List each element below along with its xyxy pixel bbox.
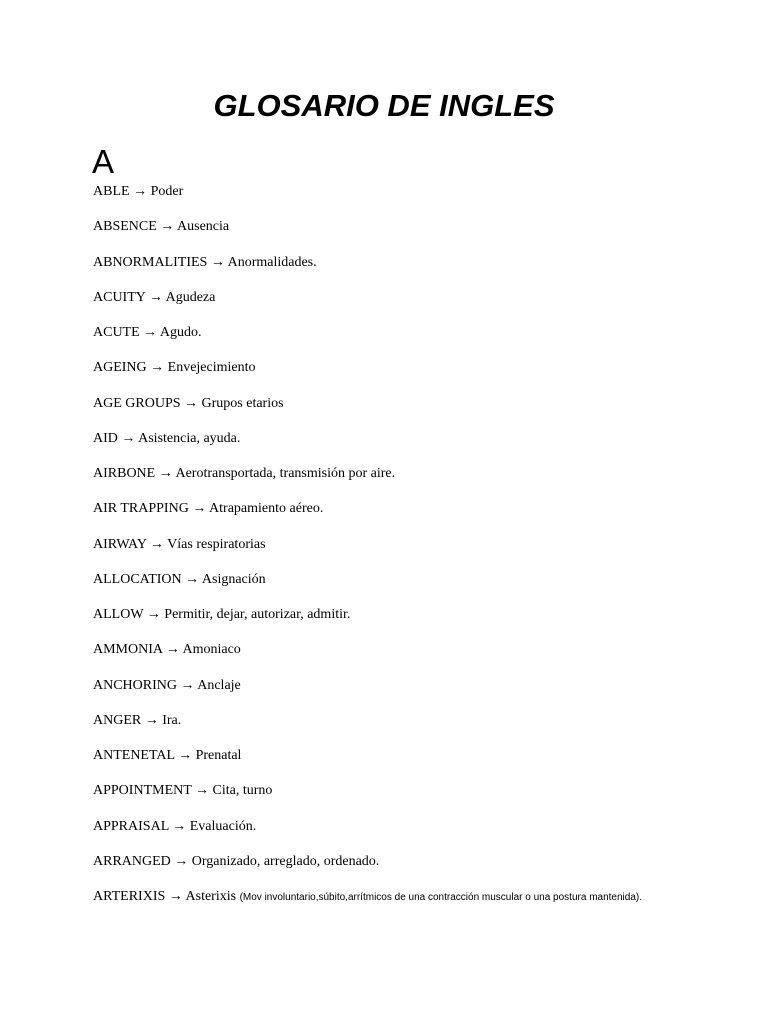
- entry-translation: Envejecimiento: [167, 360, 256, 376]
- glossary-entry: [93, 533, 753, 557]
- arrow-icon: →: [160, 219, 175, 235]
- page-title: GLOSARIO DE INGLES: [213, 88, 555, 123]
- entry-translation: Permitir, dejar, autorizar, admitir.: [164, 607, 351, 622]
- arrow-icon: →: [146, 607, 161, 622]
- entry-translation: Asterixis: [185, 889, 237, 904]
- entry-term: AIRWAY: [93, 536, 147, 552]
- entry-term: AIR TRAPPING: [93, 501, 189, 517]
- glossary-entry: [93, 779, 753, 803]
- entry-translation: Aerotransportada, transmisión por aire.: [175, 466, 396, 481]
- glossary-entry: [93, 215, 753, 239]
- entry-term: APPOINTMENT: [93, 783, 192, 799]
- entry-translation: Cita, turno: [212, 783, 273, 799]
- glossary-entry: [93, 497, 753, 521]
- arrow-icon: →: [174, 853, 189, 869]
- glossary-entry: [93, 356, 753, 380]
- entry-translation: Ausencia: [177, 219, 230, 235]
- glossary-entry: [93, 427, 753, 451]
- entry-term: AMMONIA: [93, 642, 163, 658]
- glossary-entry: [93, 885, 753, 909]
- glossary-entry: [93, 286, 753, 310]
- glossary-entry: [93, 744, 753, 768]
- entry-translation: Amoniaco: [182, 642, 241, 658]
- entry-term: APPRAISAL: [93, 818, 169, 834]
- glossary-entry: [93, 638, 753, 662]
- entry-note: (Mov involuntario,súbito,arrítmicos de una contracción muscular o una postura mantenida).: [239, 892, 642, 903]
- glossary-entry: [93, 392, 753, 416]
- entry-translation: Ira.: [162, 712, 182, 728]
- arrow-icon: →: [192, 501, 207, 517]
- entry-translation: Anclaje: [197, 677, 241, 693]
- arrow-icon: →: [149, 536, 164, 552]
- entry-translation: Evaluación.: [189, 818, 257, 834]
- glossary-entry: [93, 603, 753, 627]
- entry-term: AGEING: [93, 360, 147, 376]
- entry-term: ALLOCATION: [93, 571, 182, 587]
- glossary-entry: [93, 815, 753, 839]
- entry-translation: Vías respiratorias: [167, 536, 266, 552]
- arrow-icon: →: [133, 184, 148, 199]
- arrow-icon: →: [143, 325, 158, 340]
- entry-translation: Asistencia, ayuda.: [138, 430, 241, 446]
- entry-translation: Agudo.: [159, 325, 202, 340]
- glossary-entry: [93, 180, 753, 204]
- entry-term: ACUTE: [93, 325, 140, 340]
- entry-translation: Agudeza: [165, 289, 216, 305]
- entry-translation: Prenatal: [195, 748, 242, 763]
- entry-term: ABNORMALITIES: [93, 254, 208, 270]
- arrow-icon: →: [144, 712, 159, 728]
- arrow-icon: →: [180, 677, 195, 693]
- arrow-icon: →: [195, 783, 210, 799]
- glossary-entry: [93, 568, 753, 592]
- entry-translation: Organizado, arreglado, ordenado.: [191, 853, 380, 869]
- arrow-icon: →: [148, 289, 163, 305]
- entry-term: ANCHORING: [93, 677, 177, 693]
- entry-term: ANGER: [93, 712, 142, 728]
- entry-term: ARTERIXIS: [93, 889, 166, 904]
- entry-translation: Poder: [150, 184, 184, 199]
- glossary-entry: [93, 251, 753, 275]
- entry-term: ALLOW: [93, 607, 144, 622]
- arrow-icon: →: [121, 430, 136, 446]
- arrow-icon: →: [165, 642, 180, 658]
- glossary-entry: [93, 321, 753, 345]
- glossary-list: [93, 180, 753, 920]
- arrow-icon: →: [168, 889, 183, 904]
- entry-translation: Atrapamiento aéreo.: [209, 501, 324, 517]
- entry-term: AGE GROUPS: [93, 395, 181, 411]
- entry-term: ABLE: [93, 184, 130, 199]
- entry-term: ANTENETAL: [93, 748, 175, 763]
- arrow-icon: →: [158, 466, 173, 481]
- entry-translation: Anormalidades.: [227, 254, 317, 270]
- entry-term: AIRBONE: [93, 466, 156, 481]
- arrow-icon: →: [184, 395, 199, 411]
- arrow-icon: →: [150, 360, 165, 376]
- entry-translation: Grupos etarios: [201, 395, 284, 411]
- entry-term: ACUITY: [93, 289, 146, 305]
- glossary-entry: [93, 709, 753, 733]
- glossary-entry: [93, 850, 753, 874]
- glossary-entry: [93, 462, 753, 486]
- glossary-entry: [93, 674, 753, 698]
- arrow-icon: →: [172, 818, 187, 834]
- entry-term: ARRANGED: [93, 853, 171, 869]
- arrow-icon: →: [210, 254, 225, 270]
- arrow-icon: →: [185, 571, 200, 587]
- entry-term: ABSENCE: [93, 219, 157, 235]
- entry-translation: Asignación: [201, 571, 266, 587]
- section-letter: A: [92, 143, 115, 180]
- arrow-icon: →: [178, 748, 193, 763]
- entry-term: AID: [93, 430, 118, 446]
